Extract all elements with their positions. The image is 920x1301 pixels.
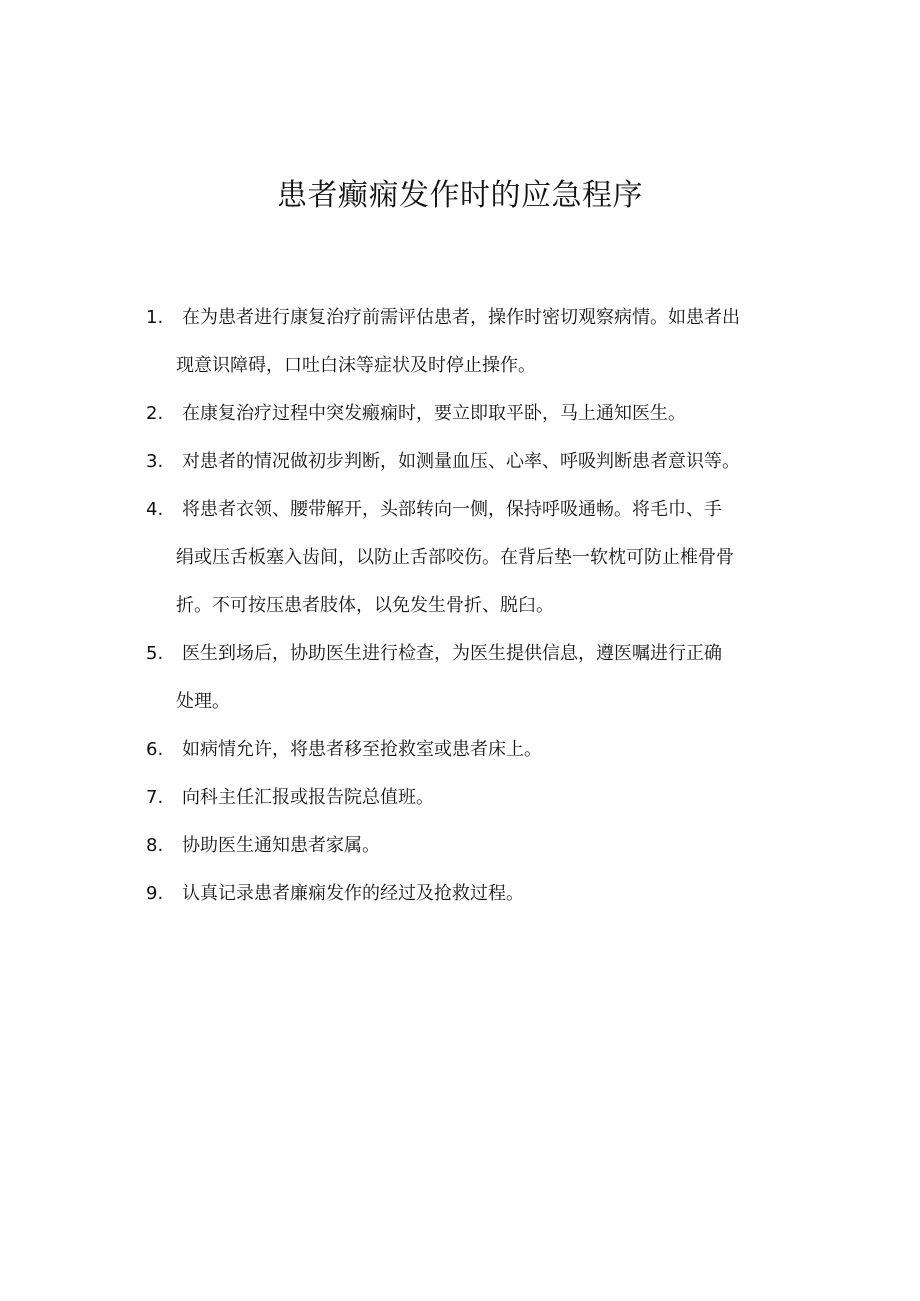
- item-text-continued: 现意识障碍，口吐白沫等症状及时停止操作。: [176, 355, 536, 376]
- item-number: 6.: [146, 739, 164, 760]
- item-text: 医生到场后，协助医生进行检查，为医生提供信息，遵医嘱进行正确: [182, 643, 722, 664]
- item-text: 如病情允许，将患者移至抢救室或患者床上。: [182, 739, 542, 760]
- item-number: 5.: [146, 643, 164, 664]
- item-text-continued: 折。不可按压患者肢体，以免发生骨折、脱臼。: [176, 595, 554, 616]
- list-item: [146, 630, 806, 726]
- item-number: 1.: [146, 307, 164, 328]
- item-text-continued: 处理。: [176, 691, 230, 712]
- list-item: [146, 294, 806, 390]
- item-text: 向科主任汇报或报告院总值班。: [182, 787, 434, 808]
- item-text: 在康复治疗过程中突发瘢痫时，要立即取平卧，马上通知医生。: [182, 403, 686, 424]
- item-text: 将患者衣领、腰带解开，头部转向一侧，保持呼吸通畅。将毛巾、手: [182, 499, 722, 520]
- item-number: 9.: [146, 883, 164, 904]
- list-item: [146, 390, 806, 438]
- list-item: [146, 438, 806, 486]
- item-number: 2.: [146, 403, 164, 424]
- list-item: [146, 486, 806, 630]
- item-text: 对患者的情况做初步判断，如测量血压、心率、呼吸判断患者意识等。: [182, 451, 740, 472]
- item-number: 4.: [146, 499, 164, 520]
- item-text: 认真记录患者廉痫发作的经过及抢救过程。: [182, 883, 524, 904]
- item-number: 7.: [146, 787, 164, 808]
- list-item: [146, 726, 806, 774]
- procedure-list: [146, 294, 806, 918]
- item-text: 协助医生通知患者家属。: [182, 835, 380, 856]
- item-text: 在为患者进行康复治疗前需评估患者，操作时密切观察病情。如患者出: [182, 307, 740, 328]
- item-number: 3.: [146, 451, 164, 472]
- list-item: [146, 870, 806, 918]
- item-text-continued: 绢或压舌板塞入齿间，以防止舌部咬伤。在背后垫一软枕可防止椎骨骨: [176, 547, 734, 568]
- item-number: 8.: [146, 835, 164, 856]
- list-item: [146, 774, 806, 822]
- list-item: [146, 822, 806, 870]
- document-title: 患者癫痫发作时的应急程序: [277, 178, 643, 213]
